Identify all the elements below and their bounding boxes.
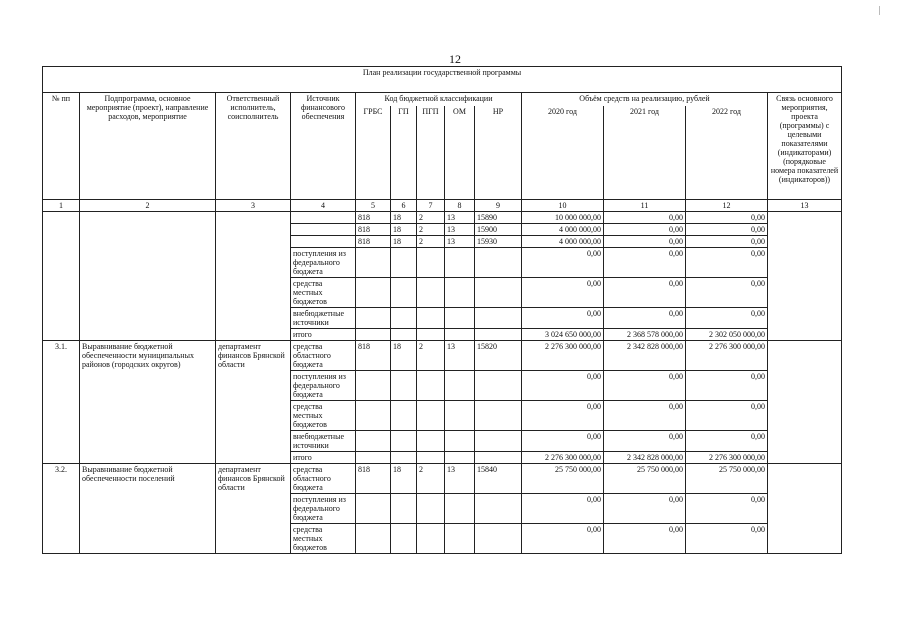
column-number: 11 (604, 200, 686, 212)
y2021-cell: 0,00 (604, 371, 686, 401)
om-cell (445, 452, 475, 464)
source-cell: поступления из федерального бюджета (291, 494, 356, 524)
page-edge-mark (879, 6, 880, 15)
y2022-cell: 0,00 (686, 431, 768, 452)
y2021-cell: 2 368 578 000,00 (604, 329, 686, 341)
nr-cell: 15900 (475, 224, 522, 236)
table-row (43, 464, 842, 494)
y2022-cell: 0,00 (686, 278, 768, 308)
y2020-cell: 3 024 650 000,00 (522, 329, 604, 341)
grbs-cell (356, 431, 391, 452)
nr-cell (475, 524, 522, 554)
grbs-cell (356, 452, 391, 464)
y2022-cell: 25 750 000,00 (686, 464, 768, 494)
column-number: 12 (686, 200, 768, 212)
header-nr: НР (475, 106, 522, 200)
y2020-cell: 0,00 (522, 494, 604, 524)
y2022-cell: 0,00 (686, 524, 768, 554)
header-2021: 2021 год (604, 106, 686, 200)
pgp-cell (417, 308, 445, 329)
item-number: 3.1. (43, 341, 80, 464)
source-cell: внебюджетные источники (291, 308, 356, 329)
om-cell: 13 (445, 224, 475, 236)
gp-cell (391, 278, 417, 308)
om-cell: 13 (445, 236, 475, 248)
nr-cell (475, 431, 522, 452)
column-number: 5 (356, 200, 391, 212)
nr-cell (475, 308, 522, 329)
y2021-cell: 0,00 (604, 401, 686, 431)
y2022-cell: 0,00 (686, 494, 768, 524)
grbs-cell (356, 248, 391, 278)
grbs-cell (356, 401, 391, 431)
gp-cell (391, 308, 417, 329)
y2020-cell: 0,00 (522, 371, 604, 401)
item-executor: департамент финансов Брянской области (216, 341, 291, 464)
pgp-cell (417, 248, 445, 278)
y2020-cell: 4 000 000,00 (522, 224, 604, 236)
column-number: 8 (445, 200, 475, 212)
table-row (43, 212, 842, 224)
y2021-cell: 2 342 828 000,00 (604, 341, 686, 371)
header-row-1 (43, 93, 842, 107)
gp-cell (391, 494, 417, 524)
table-row (43, 341, 842, 371)
om-cell: 13 (445, 212, 475, 224)
gp-cell (391, 248, 417, 278)
header-2022: 2022 год (686, 106, 768, 200)
source-cell: внебюджетные источники (291, 431, 356, 452)
nr-cell (475, 401, 522, 431)
pgp-cell (417, 524, 445, 554)
om-cell (445, 248, 475, 278)
grbs-cell: 818 (356, 224, 391, 236)
gp-cell (391, 329, 417, 341)
nr-cell: 15820 (475, 341, 522, 371)
pgp-cell (417, 278, 445, 308)
nr-cell (475, 452, 522, 464)
grbs-cell: 818 (356, 341, 391, 371)
y2020-cell: 10 000 000,00 (522, 212, 604, 224)
grbs-cell (356, 308, 391, 329)
nr-cell: 15930 (475, 236, 522, 248)
table-title: План реализации государственной программы (43, 67, 842, 93)
y2022-cell: 0,00 (686, 401, 768, 431)
pgp-cell: 2 (417, 464, 445, 494)
source-cell: поступления из федерального бюджета (291, 248, 356, 278)
nr-cell: 15840 (475, 464, 522, 494)
gp-cell: 18 (391, 341, 417, 371)
column-number: 6 (391, 200, 417, 212)
y2020-cell: 0,00 (522, 401, 604, 431)
header-budget-code: Код бюджетной классификации (356, 93, 522, 107)
column-number: 13 (768, 200, 842, 212)
grbs-cell: 818 (356, 236, 391, 248)
gp-cell (391, 371, 417, 401)
column-number: 10 (522, 200, 604, 212)
y2022-cell: 0,00 (686, 236, 768, 248)
item-name: Выравнивание бюджетной обеспеченности поселений (80, 464, 216, 554)
header-num: № пп (43, 93, 80, 200)
num-cell (43, 212, 80, 341)
header-link: Связь основного мероприятия, проекта (программы) с целевыми показателями (индикаторами) (порядковые номера показателей (индикаторов)) (768, 93, 842, 200)
pgp-cell (417, 371, 445, 401)
header-2020: 2020 год (522, 106, 604, 200)
y2021-cell: 0,00 (604, 431, 686, 452)
pgp-cell: 2 (417, 236, 445, 248)
y2020-cell: 2 276 300 000,00 (522, 341, 604, 371)
y2021-cell: 0,00 (604, 212, 686, 224)
source-cell: средства местных бюджетов (291, 524, 356, 554)
y2020-cell: 0,00 (522, 278, 604, 308)
link-cell (768, 341, 842, 464)
column-number: 2 (80, 200, 216, 212)
item-number: 3.2. (43, 464, 80, 554)
grbs-cell: 818 (356, 212, 391, 224)
nr-cell (475, 494, 522, 524)
om-cell (445, 308, 475, 329)
pgp-cell (417, 401, 445, 431)
column-number: 7 (417, 200, 445, 212)
link-cell (768, 212, 842, 341)
source-cell (291, 212, 356, 224)
pgp-cell (417, 329, 445, 341)
gp-cell: 18 (391, 212, 417, 224)
name-cell (80, 212, 216, 341)
y2020-cell: 4 000 000,00 (522, 236, 604, 248)
om-cell (445, 431, 475, 452)
y2022-cell: 0,00 (686, 248, 768, 278)
gp-cell (391, 524, 417, 554)
header-om: ОМ (445, 106, 475, 200)
link-cell (768, 464, 842, 554)
column-number: 4 (291, 200, 356, 212)
om-cell: 13 (445, 341, 475, 371)
source-cell: итого (291, 329, 356, 341)
gp-cell: 18 (391, 236, 417, 248)
column-number-row (43, 200, 842, 212)
y2021-cell: 0,00 (604, 494, 686, 524)
source-cell: средства областного бюджета (291, 341, 356, 371)
y2021-cell: 0,00 (604, 278, 686, 308)
y2022-cell: 0,00 (686, 371, 768, 401)
y2021-cell: 25 750 000,00 (604, 464, 686, 494)
item-executor: департамент финансов Брянской области (216, 464, 291, 554)
source-cell (291, 236, 356, 248)
header-subprogram: Подпрограмма, основное мероприятие (проект), направление расходов, мероприятие (80, 93, 216, 200)
source-cell: поступления из федерального бюджета (291, 371, 356, 401)
executor-cell (216, 212, 291, 341)
header-source: Источник финансового обеспечения (291, 93, 356, 200)
y2020-cell: 0,00 (522, 431, 604, 452)
y2021-cell: 2 342 828 000,00 (604, 452, 686, 464)
header-grbs: ГРБС (356, 106, 391, 200)
y2020-cell: 0,00 (522, 248, 604, 278)
page-number: 12 (449, 52, 461, 66)
om-cell: 13 (445, 464, 475, 494)
item-name: Выравнивание бюджетной обеспеченности муниципальных районов (городских округов) (80, 341, 216, 464)
nr-cell: 15890 (475, 212, 522, 224)
plan-table (42, 66, 842, 554)
y2021-cell: 0,00 (604, 236, 686, 248)
om-cell (445, 494, 475, 524)
nr-cell (475, 278, 522, 308)
grbs-cell (356, 494, 391, 524)
y2020-cell: 0,00 (522, 308, 604, 329)
om-cell (445, 278, 475, 308)
source-cell: средства областного бюджета (291, 464, 356, 494)
source-cell (291, 224, 356, 236)
pgp-cell (417, 494, 445, 524)
y2021-cell: 0,00 (604, 248, 686, 278)
grbs-cell (356, 329, 391, 341)
nr-cell (475, 248, 522, 278)
column-number: 3 (216, 200, 291, 212)
y2021-cell: 0,00 (604, 308, 686, 329)
y2022-cell: 2 302 050 000,00 (686, 329, 768, 341)
pgp-cell: 2 (417, 212, 445, 224)
header-pgp: ПГП (417, 106, 445, 200)
column-number: 9 (475, 200, 522, 212)
om-cell (445, 524, 475, 554)
source-cell: средства местных бюджетов (291, 278, 356, 308)
grbs-cell (356, 371, 391, 401)
pgp-cell: 2 (417, 341, 445, 371)
gp-cell: 18 (391, 464, 417, 494)
header-gp: ГП (391, 106, 417, 200)
y2022-cell: 2 276 300 000,00 (686, 341, 768, 371)
column-number: 1 (43, 200, 80, 212)
y2022-cell: 2 276 300 000,00 (686, 452, 768, 464)
grbs-cell (356, 524, 391, 554)
y2022-cell: 0,00 (686, 308, 768, 329)
y2020-cell: 0,00 (522, 524, 604, 554)
source-cell: средства местных бюджетов (291, 401, 356, 431)
y2022-cell: 0,00 (686, 224, 768, 236)
pgp-cell: 2 (417, 224, 445, 236)
y2021-cell: 0,00 (604, 224, 686, 236)
y2020-cell: 2 276 300 000,00 (522, 452, 604, 464)
nr-cell (475, 329, 522, 341)
nr-cell (475, 371, 522, 401)
om-cell (445, 371, 475, 401)
source-cell: итого (291, 452, 356, 464)
y2021-cell: 0,00 (604, 524, 686, 554)
gp-cell (391, 431, 417, 452)
gp-cell: 18 (391, 224, 417, 236)
title-row (43, 67, 842, 93)
pgp-cell (417, 452, 445, 464)
gp-cell (391, 452, 417, 464)
pgp-cell (417, 431, 445, 452)
y2020-cell: 25 750 000,00 (522, 464, 604, 494)
header-executor: Ответственный исполнитель, соисполнитель (216, 93, 291, 200)
grbs-cell: 818 (356, 464, 391, 494)
om-cell (445, 401, 475, 431)
gp-cell (391, 401, 417, 431)
y2022-cell: 0,00 (686, 212, 768, 224)
om-cell (445, 329, 475, 341)
header-funding: Объём средств на реализацию, рублей (522, 93, 768, 107)
grbs-cell (356, 278, 391, 308)
